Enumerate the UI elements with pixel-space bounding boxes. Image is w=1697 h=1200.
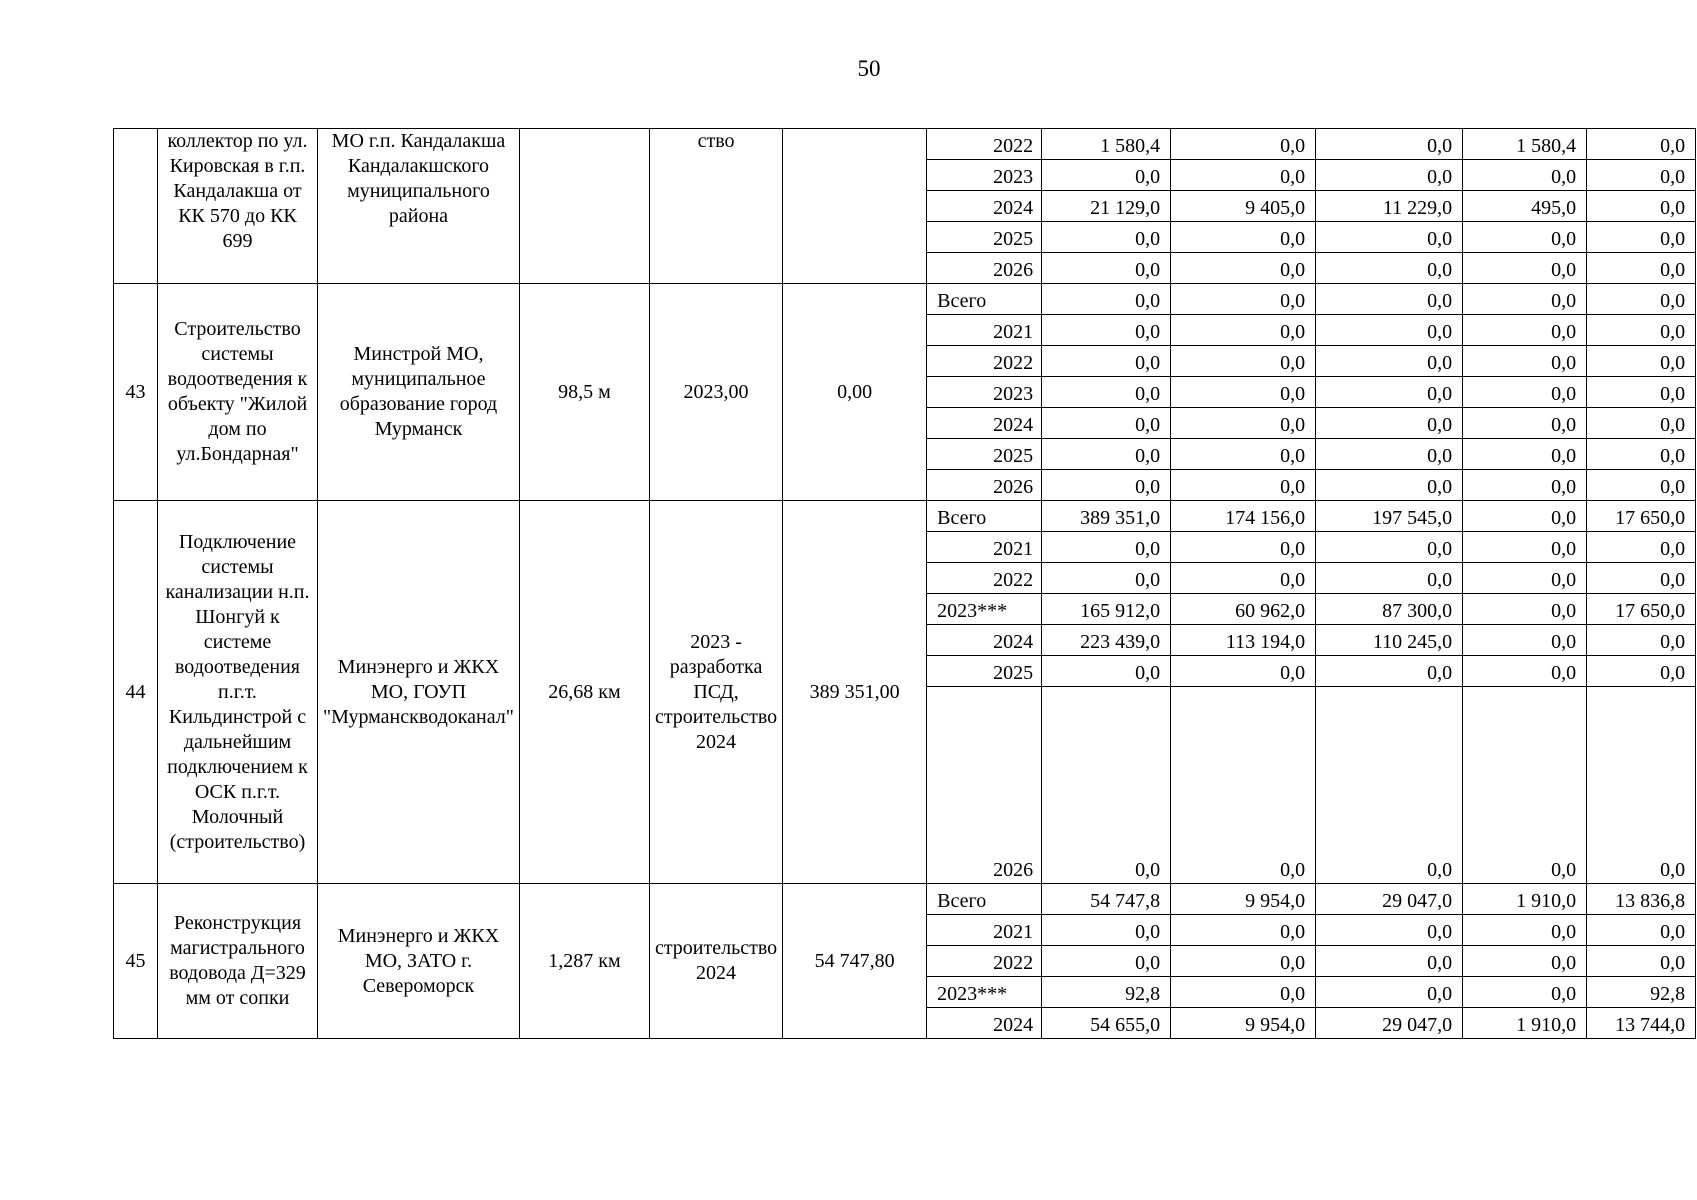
funding-value-1: 0,0 [1042,222,1171,253]
page-number: 50 [857,56,881,81]
funding-value-2: 9 954,0 [1171,884,1316,915]
funding-value-4: 0,0 [1463,315,1587,346]
funding-value-5: 0,0 [1587,687,1696,884]
funding-value-4: 0,0 [1463,439,1587,470]
funding-value-4: 0,0 [1463,160,1587,191]
funding-value-4: 0,0 [1463,222,1587,253]
funding-value-4: 0,0 [1463,377,1587,408]
year-cell: Всего [927,884,1042,915]
funding-value-1: 0,0 [1042,408,1171,439]
funding-value-3: 0,0 [1316,346,1463,377]
funding-value-3: 0,0 [1316,129,1463,160]
funding-value-2: 0,0 [1171,656,1316,687]
year-cell: Всего [927,501,1042,532]
capacity: 98,5 м [519,284,649,501]
row-number: 43 [114,284,158,501]
funding-value-4: 1 910,0 [1463,884,1587,915]
row-number [114,129,158,284]
funding-value-3: 0,0 [1316,377,1463,408]
funding-value-4: 0,0 [1463,625,1587,656]
funding-value-4: 0,0 [1463,346,1587,377]
funding-value-4: 0,0 [1463,656,1587,687]
funding-value-2: 0,0 [1171,408,1316,439]
funding-value-5: 0,0 [1587,315,1696,346]
investment-table [113,128,1696,1039]
capacity [519,129,649,284]
year-cell: 2025 [927,439,1042,470]
year-cell: 2025 [927,656,1042,687]
funding-value-4: 0,0 [1463,594,1587,625]
total-cost: 0,00 [783,284,927,501]
funding-value-5: 0,0 [1587,625,1696,656]
funding-value-5: 13 836,8 [1587,884,1696,915]
year-cell: 2021 [927,315,1042,346]
funding-value-3: 29 047,0 [1316,1008,1463,1039]
funding-value-2: 0,0 [1171,284,1316,315]
total-cost: 54 747,80 [783,884,927,1039]
year-cell: 2023 [927,377,1042,408]
funding-value-4: 0,0 [1463,253,1587,284]
funding-value-3: 0,0 [1316,532,1463,563]
project-name: Реконструкция магистрального водовода Д=329 мм от сопки [158,884,318,1039]
funding-value-5: 0,0 [1587,160,1696,191]
year-cell: 2025 [927,222,1042,253]
row-number: 45 [114,884,158,1039]
funding-value-5: 0,0 [1587,346,1696,377]
funding-value-1: 54 747,8 [1042,884,1171,915]
funding-value-1: 0,0 [1042,563,1171,594]
year-cell: 2024 [927,408,1042,439]
funding-value-4: 0,0 [1463,501,1587,532]
implementation-term: 2023 - разработка ПСД, строительство 2024 [649,501,782,884]
funding-value-2: 0,0 [1171,977,1316,1008]
capacity: 26,68 км [519,501,649,884]
year-cell: 2026 [927,470,1042,501]
funding-value-5: 0,0 [1587,408,1696,439]
funding-value-3: 0,0 [1316,656,1463,687]
funding-value-2: 9 405,0 [1171,191,1316,222]
implementation-term: строительство 2024 [649,884,782,1039]
funding-value-5: 13 744,0 [1587,1008,1696,1039]
funding-value-1: 92,8 [1042,977,1171,1008]
year-cell: 2022 [927,129,1042,160]
funding-value-5: 0,0 [1587,191,1696,222]
funding-value-3: 0,0 [1316,408,1463,439]
funding-value-3: 0,0 [1316,253,1463,284]
funding-value-5: 0,0 [1587,129,1696,160]
funding-value-3: 87 300,0 [1316,594,1463,625]
funding-value-3: 0,0 [1316,222,1463,253]
funding-value-4: 0,0 [1463,532,1587,563]
funding-value-5: 0,0 [1587,222,1696,253]
responsible-party: Минэнерго и ЖКХ МО, ГОУП "Мурманскводоканал" [318,501,520,884]
year-cell: 2021 [927,915,1042,946]
funding-value-2: 0,0 [1171,439,1316,470]
funding-value-2: 0,0 [1171,222,1316,253]
funding-value-3: 0,0 [1316,977,1463,1008]
funding-value-3: 0,0 [1316,284,1463,315]
funding-value-3: 0,0 [1316,915,1463,946]
year-cell: 2022 [927,346,1042,377]
funding-value-3: 29 047,0 [1316,884,1463,915]
funding-value-5: 0,0 [1587,377,1696,408]
year-cell: 2024 [927,625,1042,656]
funding-value-2: 9 954,0 [1171,1008,1316,1039]
total-cost: 389 351,00 [783,501,927,884]
funding-value-1: 0,0 [1042,160,1171,191]
funding-value-5: 92,8 [1587,977,1696,1008]
year-cell: 2023 [927,160,1042,191]
funding-value-4: 0,0 [1463,284,1587,315]
funding-value-5: 0,0 [1587,470,1696,501]
funding-value-1: 0,0 [1042,253,1171,284]
funding-value-1: 0,0 [1042,532,1171,563]
funding-value-2: 0,0 [1171,563,1316,594]
year-cell: 2026 [927,253,1042,284]
funding-value-2: 0,0 [1171,915,1316,946]
table-row [114,884,1696,915]
funding-value-4: 0,0 [1463,470,1587,501]
funding-value-2: 0,0 [1171,532,1316,563]
responsible-party: Минстрой МО, муниципальное образование город Мурманск [318,284,520,501]
funding-value-2: 0,0 [1171,470,1316,501]
funding-value-5: 0,0 [1587,439,1696,470]
funding-value-2: 0,0 [1171,687,1316,884]
funding-value-1: 0,0 [1042,915,1171,946]
year-cell: 2024 [927,1008,1042,1039]
funding-value-5: 0,0 [1587,532,1696,563]
responsible-party: МО г.п. Кандалакша Кандалакшского муниципального района [318,129,520,284]
table-row [114,284,1696,315]
funding-value-2: 0,0 [1171,160,1316,191]
funding-value-2: 0,0 [1171,946,1316,977]
funding-value-2: 60 962,0 [1171,594,1316,625]
funding-value-1: 0,0 [1042,946,1171,977]
funding-value-3: 0,0 [1316,687,1463,884]
year-cell: 2023*** [927,977,1042,1008]
funding-value-5: 0,0 [1587,253,1696,284]
funding-value-1: 0,0 [1042,439,1171,470]
funding-value-2: 113 194,0 [1171,625,1316,656]
funding-value-1: 389 351,0 [1042,501,1171,532]
funding-value-5: 0,0 [1587,284,1696,315]
funding-value-3: 197 545,0 [1316,501,1463,532]
funding-value-1: 0,0 [1042,284,1171,315]
implementation-term: 2023,00 [649,284,782,501]
year-cell: 2022 [927,946,1042,977]
funding-value-3: 0,0 [1316,160,1463,191]
funding-value-1: 165 912,0 [1042,594,1171,625]
funding-value-1: 0,0 [1042,315,1171,346]
table-body [114,129,1696,1039]
funding-value-2: 0,0 [1171,377,1316,408]
funding-value-1: 0,0 [1042,346,1171,377]
funding-value-1: 1 580,4 [1042,129,1171,160]
funding-value-5: 0,0 [1587,915,1696,946]
funding-value-5: 0,0 [1587,946,1696,977]
funding-value-5: 0,0 [1587,563,1696,594]
table-row [114,501,1696,532]
funding-value-3: 0,0 [1316,439,1463,470]
funding-value-4: 0,0 [1463,408,1587,439]
funding-value-3: 11 229,0 [1316,191,1463,222]
funding-value-3: 0,0 [1316,946,1463,977]
table-row [114,129,1696,160]
funding-value-1: 21 129,0 [1042,191,1171,222]
funding-value-5: 0,0 [1587,656,1696,687]
year-cell: 2023*** [927,594,1042,625]
year-cell: 2024 [927,191,1042,222]
year-cell: 2021 [927,532,1042,563]
funding-value-3: 0,0 [1316,315,1463,346]
implementation-term: ство [649,129,782,284]
funding-value-1: 0,0 [1042,377,1171,408]
year-cell: 2026 [927,687,1042,884]
funding-value-1: 0,0 [1042,656,1171,687]
project-name: Подключение системы канализации н.п. Шонгуй к системе водоотведения п.г.т. Кильдинстрой с дальнейшим подключением к ОСК п.г.т. Молочный (строительство) [158,501,318,884]
funding-value-4: 1 580,4 [1463,129,1587,160]
funding-value-4: 0,0 [1463,563,1587,594]
funding-value-3: 110 245,0 [1316,625,1463,656]
funding-value-4: 0,0 [1463,687,1587,884]
funding-value-2: 0,0 [1171,129,1316,160]
funding-value-2: 0,0 [1171,253,1316,284]
funding-value-3: 0,0 [1316,470,1463,501]
funding-value-5: 17 650,0 [1587,594,1696,625]
funding-value-1: 54 655,0 [1042,1008,1171,1039]
project-name: Строительство системы водоотведения к объекту "Жилой дом по ул.Бондарная" [158,284,318,501]
funding-value-2: 174 156,0 [1171,501,1316,532]
year-cell: 2022 [927,563,1042,594]
funding-value-4: 1 910,0 [1463,1008,1587,1039]
project-name: коллектор по ул. Кировская в г.п. Кандалакша от КК 570 до КК 699 [158,129,318,284]
funding-value-5: 17 650,0 [1587,501,1696,532]
total-cost [783,129,927,284]
funding-value-4: 495,0 [1463,191,1587,222]
funding-value-1: 223 439,0 [1042,625,1171,656]
responsible-party: Минэнерго и ЖКХ МО, ЗАТО г. Североморск [318,884,520,1039]
funding-value-3: 0,0 [1316,563,1463,594]
year-cell: Всего [927,284,1042,315]
funding-value-4: 0,0 [1463,977,1587,1008]
funding-value-2: 0,0 [1171,315,1316,346]
funding-value-2: 0,0 [1171,346,1316,377]
funding-value-4: 0,0 [1463,946,1587,977]
funding-value-1: 0,0 [1042,470,1171,501]
funding-value-4: 0,0 [1463,915,1587,946]
row-number: 44 [114,501,158,884]
funding-value-1: 0,0 [1042,687,1171,884]
capacity: 1,287 км [519,884,649,1039]
